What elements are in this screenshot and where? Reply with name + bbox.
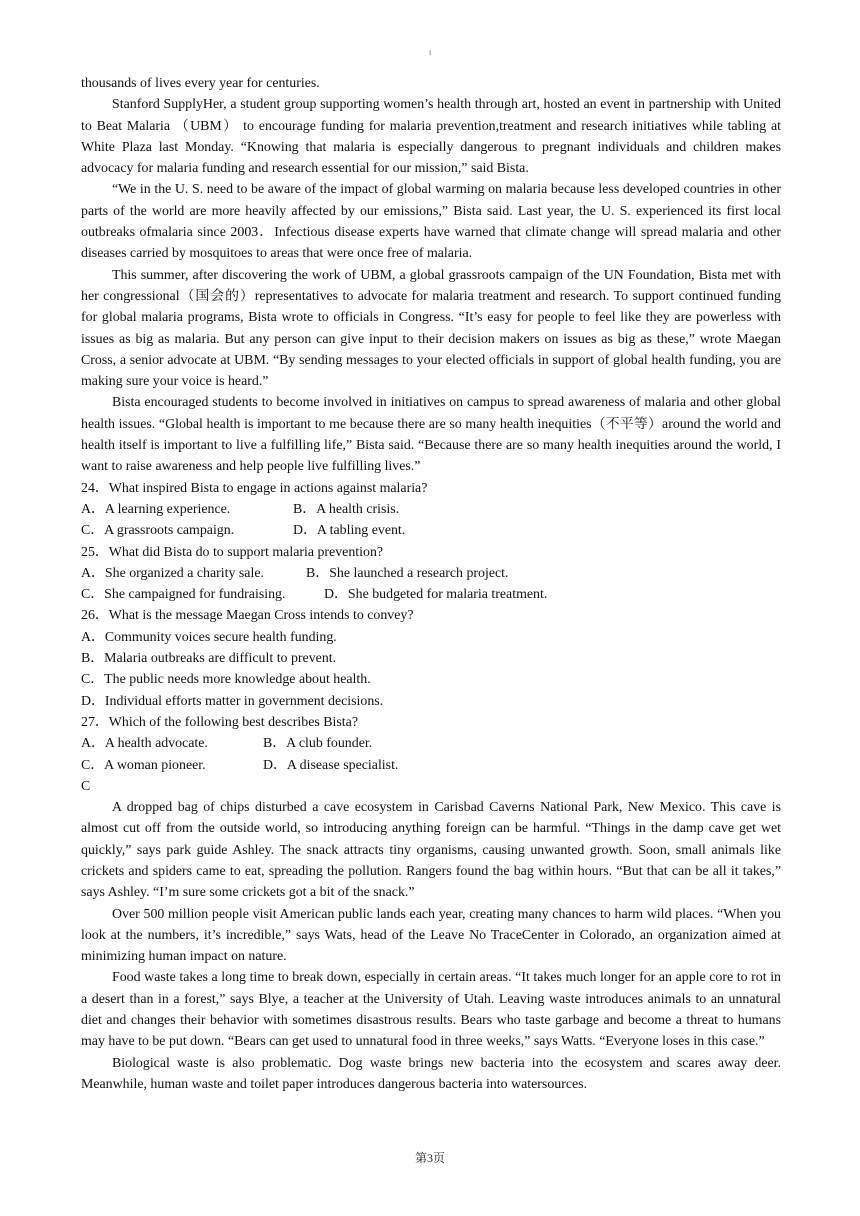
option-d: D．Individual efforts matter in government decisions. xyxy=(81,693,384,709)
option-a: A．She organized a charity sale. xyxy=(81,565,264,581)
question-24 xyxy=(81,478,781,542)
content-column xyxy=(81,73,781,1095)
paragraph: Food waste takes a long time to break down, especially in certain areas. “It takes much longer for an apple core to rot in a desert than in a forest,” says Blye, a teacher at the University of Utah. Leaving waste introduces animals to an unnatural diet and changes their behavior with sometimes disastrous results. Bears who taste garbage and become a threat to humans may have to be put down. “Bears can get used to unnatural food in three weeks,” says Watts. “Everyone loses in this case.” xyxy=(81,970,781,1050)
question-stem: 26．What is the message Maegan Cross intends to convey? xyxy=(81,608,414,624)
option-c: C．The public needs more knowledge about health. xyxy=(81,672,371,688)
option-c: C．A grassroots campaign. xyxy=(81,523,235,539)
passage-b xyxy=(81,73,781,478)
paragraph: This summer, after discovering the work of UBM, a global grassroots campaign of the UN Foundation, Bista met with her congressional（国会的）representatives to advocate for malaria treatment and research. To support continued funding for global malaria programs, Bista wrote to officials in Congress. “It’s easy for people to feel like they are powerless with issues as big as malaria. But any person can give input to their decision makers on issues as big as these,” wrote Maegan Cross, a senior advocate at UBM. “By sending messages to your elected officials in support of global health funding, you are making sure your voice is heard.” xyxy=(81,267,781,390)
paragraph: “We in the U. S. need to be aware of the impact of global warming on malaria because less developed countries in other parts of the world are more heavily affected by our emissions,” Bista said. Last year, the U. S. experienced its first local outbreaks ofmalaria since 2003．Infectious disease experts have warned that climate change will spread malaria and other diseases carried by mosquitoes to areas that were once free of malaria. xyxy=(81,182,781,262)
options-row xyxy=(81,733,781,754)
question-26 xyxy=(81,605,781,711)
paragraph: thousands of lives every year for centuries. xyxy=(81,76,320,91)
option-b: B．Malaria outbreaks are difficult to prevent. xyxy=(81,651,337,667)
header-mark: 1 xyxy=(428,49,432,57)
question-stem: 24．What inspired Bista to engage in actions against malaria? xyxy=(81,480,428,496)
page-number: 第3页 xyxy=(414,1151,445,1165)
options-row xyxy=(81,584,781,605)
options-row xyxy=(81,499,781,520)
option-d: D．A disease specialist. xyxy=(263,757,399,773)
option-b: B．A club founder. xyxy=(263,736,373,752)
option-c: C．A woman pioneer. xyxy=(81,757,206,773)
options-row xyxy=(81,755,781,776)
options-row xyxy=(81,520,781,541)
paragraph: Over 500 million people visit American public lands each year, creating many chances to harm wild places. “When you look at the numbers, it’s incredible,” says Wats, head of the Leave No TraceCenter in Colorado, an organization aimed at minimizing human impact on nature. xyxy=(81,906,781,965)
paragraph: A dropped bag of chips disturbed a cave ecosystem in Carisbad Caverns National Park, New Mexico. This cave is almost cut off from the outside world, so introducing anything foreign can be harmful. “Things in the damp cave get wet quickly,” says park guide Ashley. The snack attracts tiny organisms, causing unwanted growth. Soon, small animals like crickets and spiders came to eat, spreading the pollution. Rangers found the bag within hours. “But that can be all it takes,” says Ashley. “I’m sure some crickets got a bit of the snack.” xyxy=(81,800,781,901)
option-c: C．She campaigned for fundraising. xyxy=(81,587,286,603)
options-row xyxy=(81,563,781,584)
section-heading: C xyxy=(81,778,91,794)
paragraph: Bista encouraged students to become involved in initiatives on campus to spread awareness of malaria and other global health issues. “Global health is important to me because there are so many health inequities（不平等）around the world and health itself is important to live a fulfilling life,” Bista said. “Because there are so many health inequities around the world, I want to raise awareness and help people live fulfilling lives.” xyxy=(81,395,781,475)
option-a: A．Community voices secure health funding. xyxy=(81,629,337,645)
paragraph: Stanford SupplyHer, a student group supporting women’s health through art, hosted an event in partnership with United to Beat Malaria （UBM） to encourage funding for malaria prevention,treatment and research initiatives while tabling at White Plaza last Monday. “Knowing that malaria is especially dangerous to pregnant individuals and children makes advocacy for malaria funding and research essential for our mission,” said Bista. xyxy=(81,97,781,177)
question-27 xyxy=(81,712,781,776)
option-d: D．A tabling event. xyxy=(293,523,406,539)
question-25 xyxy=(81,542,781,606)
option-d: D．She budgeted for malaria treatment. xyxy=(324,587,548,603)
option-a: A．A learning experience. xyxy=(81,501,231,517)
option-b: B．She launched a research project. xyxy=(306,565,509,581)
question-stem: 27．Which of the following best describes Bista? xyxy=(81,714,358,730)
question-stem: 25．What did Bista do to support malaria prevention? xyxy=(81,544,384,560)
option-a: A．A health advocate. xyxy=(81,736,208,752)
paragraph: Biological waste is also problematic. Dog waste brings new bacteria into the ecosystem and scares away deer. Meanwhile, human waste and toilet paper introduces dangerous bacteria into watersources. xyxy=(81,1055,781,1092)
passage-c xyxy=(81,776,781,1095)
option-b: B．A health crisis. xyxy=(293,501,400,517)
